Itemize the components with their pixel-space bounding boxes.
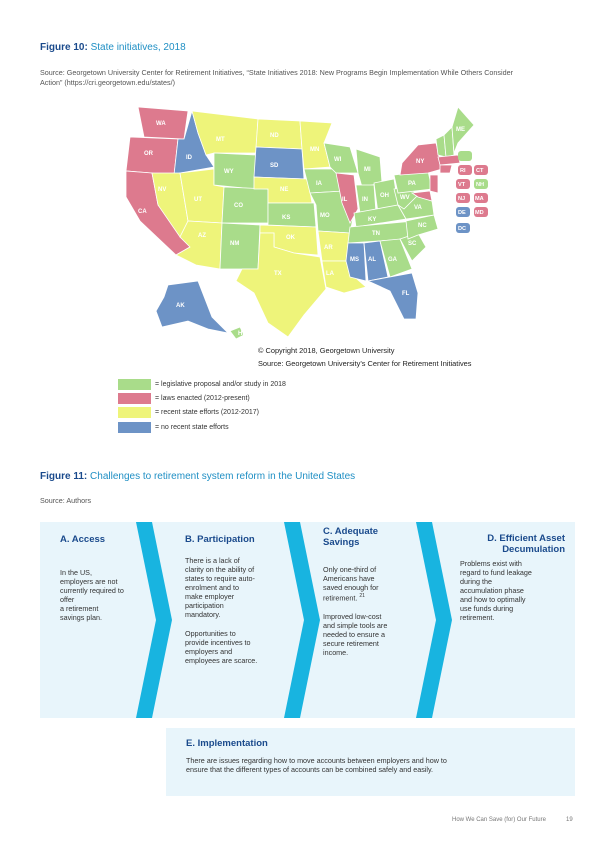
label-me: ME	[456, 127, 465, 133]
box-ri-label: RI	[460, 168, 466, 174]
access-line: employers are not	[60, 577, 118, 586]
label-oh: OH	[380, 193, 389, 199]
savings-line: Improved low-cost	[323, 612, 382, 622]
legend-text: = no recent state efforts	[155, 424, 229, 431]
footer-title: How We Can Save (for) Our Future	[452, 817, 546, 823]
label-ia: IA	[316, 181, 322, 187]
savings-line: income.	[323, 648, 349, 658]
figure-10-label: Figure 10:	[40, 42, 88, 53]
box-dc-label: DC	[458, 226, 467, 232]
savings-line: secure retirement	[323, 639, 379, 649]
label-co: CO	[234, 203, 243, 209]
label-nm: NM	[230, 241, 240, 247]
state-sd	[254, 147, 304, 179]
implementation-heading: E. Implementation	[186, 738, 268, 749]
label-ga: GA	[388, 257, 397, 263]
label-ne: NE	[280, 187, 289, 193]
footnote-ref: 21	[359, 593, 365, 599]
box-nh-extra	[458, 151, 472, 161]
label-nd: ND	[270, 133, 279, 139]
figure-11-label: Figure 11:	[40, 471, 88, 482]
participation-line: make employer	[185, 592, 235, 601]
column-adequate-savings	[323, 522, 418, 657]
participation-heading: B. Participation	[185, 534, 255, 545]
page-number: 19	[566, 817, 573, 823]
legend-text: = recent state efforts (2012-2017)	[155, 409, 259, 416]
decumulation-heading-line-2: Decumulation	[502, 544, 565, 555]
legend-swatch-pink	[118, 393, 151, 404]
chevron-3	[416, 522, 452, 718]
legend-item	[118, 393, 250, 404]
label-wi: WI	[334, 157, 342, 163]
savings-heading-line-1: C. Adequate	[323, 526, 379, 537]
participation-line: participation	[185, 601, 224, 610]
chevron-2	[284, 522, 320, 718]
state-ar	[318, 231, 350, 261]
participation-line: There is a lack of	[185, 556, 240, 565]
savings-line: Americans have	[323, 574, 375, 583]
label-mo: MO	[320, 213, 330, 219]
label-ar: AR	[324, 245, 333, 251]
label-ok: OK	[286, 235, 295, 241]
state-ak	[156, 281, 228, 333]
label-ky: KY	[368, 217, 377, 223]
access-line: a retirement	[60, 604, 99, 613]
box-nj-label: NJ	[458, 196, 466, 202]
participation-line: Opportunities to	[185, 629, 236, 638]
savings-line: needed to ensure a	[323, 630, 385, 640]
savings-line-text: retirement.	[323, 593, 358, 603]
figure-10-title-text: State initiatives, 2018	[90, 42, 186, 53]
access-body	[60, 568, 150, 622]
label-la: LA	[326, 271, 334, 277]
decumulation-line: Problems exist with	[460, 559, 522, 568]
label-al: AL	[368, 257, 376, 263]
figure-10-source	[40, 68, 570, 88]
decumulation-line: during the	[460, 577, 492, 586]
legend-item	[118, 407, 259, 418]
savings-line: saved enough for	[323, 583, 379, 592]
access-line: offer	[60, 595, 75, 604]
decumulation-body	[450, 559, 565, 622]
box-nh-label: NH	[476, 182, 485, 188]
label-az: AZ	[198, 233, 206, 239]
label-nv: NV	[158, 187, 167, 193]
state-ks	[268, 203, 316, 227]
map-copyright: © Copyright 2018, Georgetown University	[258, 346, 395, 355]
participation-line: employees are scarce.	[185, 656, 258, 665]
label-nc: NC	[418, 223, 427, 229]
box-vt-label: VT	[458, 182, 466, 188]
challenges-flow-diagram	[40, 522, 575, 718]
state-wy	[214, 153, 256, 189]
state-nm	[220, 223, 260, 269]
implementation-body	[186, 756, 566, 774]
label-tn: TN	[372, 231, 380, 237]
label-id: ID	[186, 155, 192, 161]
participation-line: mandatory.	[185, 610, 221, 619]
participation-line: clarity on the ability of	[185, 565, 255, 574]
state-co	[222, 187, 268, 223]
legend-item	[118, 379, 286, 390]
decumulation-line: accumulation phase	[460, 586, 524, 595]
label-hi: HI	[238, 331, 244, 337]
box-ma-label: MA	[475, 196, 484, 202]
participation-line: states to require auto-	[185, 574, 255, 583]
label-ut: UT	[194, 197, 202, 203]
legend-swatch-yellow	[118, 407, 151, 418]
label-ny: NY	[416, 159, 425, 165]
column-participation	[185, 522, 285, 665]
legend-item	[118, 422, 229, 433]
access-line: savings plan.	[60, 613, 102, 622]
legend-text: = legislative proposal and/or study in 2018	[155, 381, 286, 388]
savings-body	[323, 565, 418, 657]
label-wv: WV	[400, 195, 410, 201]
decumulation-heading-line-1: D. Efficient Asset	[487, 533, 565, 544]
savings-line	[323, 592, 418, 602]
label-sc: SC	[408, 241, 417, 247]
participation-body	[185, 556, 285, 665]
savings-heading-line-2: Savings	[323, 537, 360, 548]
figure-11-title-text: Challenges to retirement system reform in the United States	[90, 471, 356, 482]
us-map-svg	[118, 97, 498, 367]
label-mn: MN	[310, 147, 320, 153]
us-state-map	[118, 97, 498, 367]
implementation-line: There are issues regarding how to move accounts between employers and how to	[186, 756, 447, 765]
label-or: OR	[144, 151, 153, 157]
access-line: In the US,	[60, 568, 92, 577]
participation-line: employers and	[185, 647, 233, 656]
label-in: IN	[362, 197, 368, 203]
column-decumulation	[450, 522, 565, 622]
label-il: IL	[342, 197, 348, 203]
label-ak: AK	[176, 303, 185, 309]
label-ca: CA	[138, 209, 147, 215]
label-mi: MI	[364, 167, 371, 173]
label-ms: MS	[350, 257, 359, 263]
figure-10-title	[40, 42, 186, 53]
state-ma-map	[438, 155, 460, 165]
state-fl	[368, 273, 418, 319]
figure-10-source-line-2: Action” (https://cri.georgetown.edu/states/)	[40, 78, 176, 87]
figure-11-title	[40, 471, 355, 482]
label-sd: SD	[270, 163, 279, 169]
state-nd	[256, 119, 302, 149]
label-tx: TX	[274, 271, 282, 277]
decumulation-line: use funds during	[460, 604, 514, 613]
legend-text: = laws enacted (2012-present)	[155, 395, 250, 402]
map-source: Source: Georgetown University’s Center for Retirement Initiatives	[258, 359, 472, 368]
figure-11-source: Source: Authors	[40, 496, 92, 505]
implementation-box	[166, 728, 575, 796]
savings-line: and simple tools are	[323, 621, 388, 631]
access-heading: A. Access	[60, 534, 106, 545]
access-line: currently required to	[60, 586, 124, 595]
label-ks: KS	[282, 215, 291, 221]
legend-swatch-green	[118, 379, 151, 390]
label-va: VA	[414, 205, 422, 211]
small-state-boxes	[456, 151, 488, 233]
decumulation-line: regard to fund leakage	[460, 568, 532, 577]
label-mt: MT	[216, 137, 225, 143]
label-fl: FL	[402, 291, 410, 297]
decumulation-line: and how to optimally	[460, 595, 526, 604]
label-pa: PA	[408, 181, 416, 187]
participation-line: enrolment and to	[185, 583, 239, 592]
savings-line: Only one-third of	[323, 565, 377, 574]
box-md-label: MD	[475, 210, 484, 216]
state-nj-map	[430, 175, 438, 193]
label-wa: WA	[156, 121, 166, 127]
box-de-label: DE	[458, 210, 466, 216]
participation-line: provide incentives to	[185, 638, 251, 647]
box-ct-label: CT	[476, 168, 484, 174]
figure-10-source-line-1: Source: Georgetown University Center for Retirement Initiatives, “State Initiatives 2018: New Programs Begin Implementation While Others Consider	[40, 68, 513, 77]
label-wy: WY	[224, 169, 234, 175]
state-ct-map	[440, 165, 452, 173]
implementation-line: ensure that the different types of accounts can be combined safely and easily.	[186, 765, 434, 774]
column-access	[60, 522, 150, 622]
legend-swatch-blue	[118, 422, 151, 433]
decumulation-line: retirement.	[460, 613, 495, 622]
